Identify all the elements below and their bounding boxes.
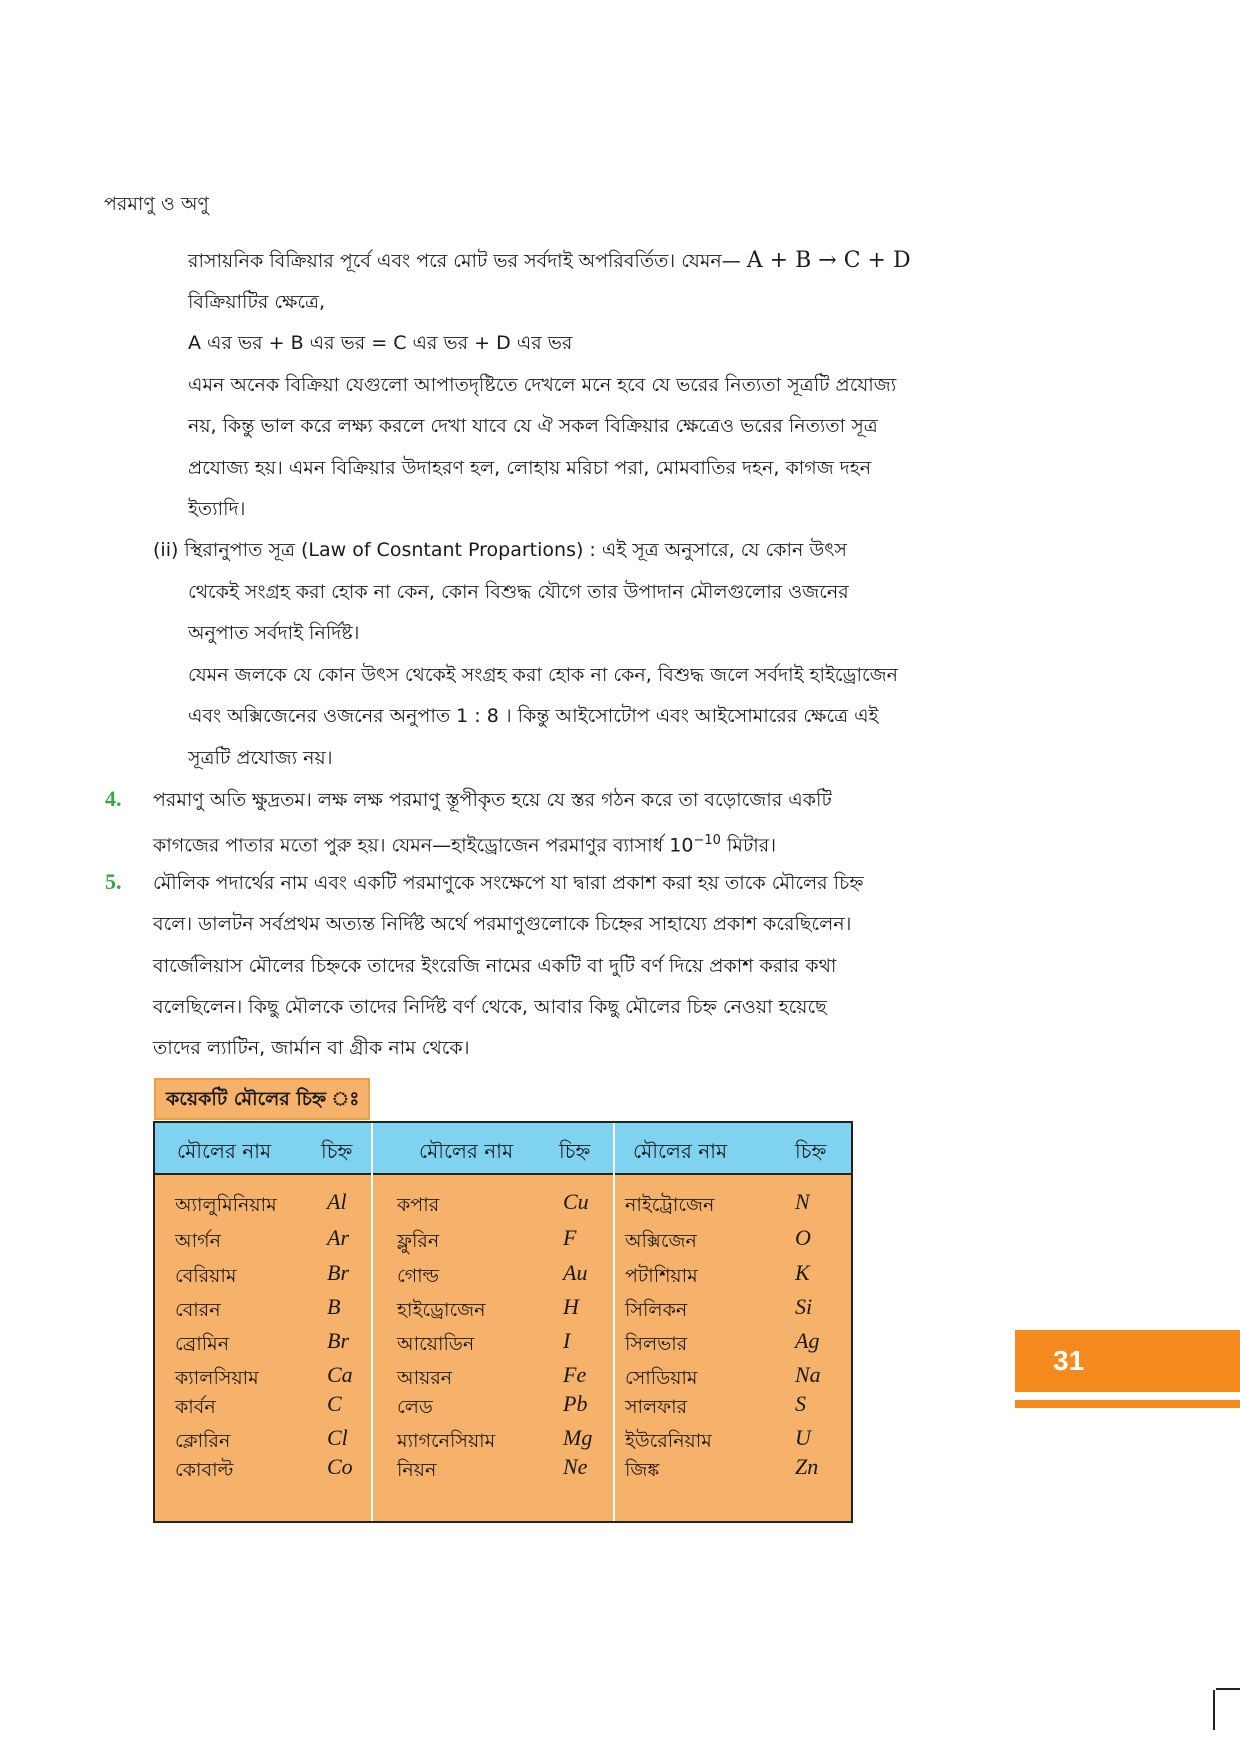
- body-line: নয়, কিন্তু ভাল করে লক্ষ্য করলে দেখা যাবে যে ঐ সকল বিক্রিয়ার ক্ষেত্রেও ভরের নিত্যতা সূত্র: [188, 415, 878, 437]
- column-header-name: মৌলের নাম: [419, 1139, 514, 1163]
- element-symbol: Zn: [795, 1454, 819, 1479]
- body-line: তাদের ল্যাটিন, জার্মান বা গ্রীক নাম থেকে।: [153, 1037, 470, 1059]
- table-caption: কয়েকটি মৌলের চিহ্ন ঃ: [154, 1078, 370, 1120]
- element-name: ম্যাগনেসিয়াম: [397, 1430, 496, 1452]
- body-line-text: রাসায়নিক বিক্রিয়ার পূর্বে এবং পরে মোট ভর সর্বদাই অপরিবর্তিত। যেমন—: [188, 250, 747, 272]
- column-divider: [613, 1123, 615, 1521]
- element-symbol: Cu: [563, 1189, 589, 1214]
- element-symbol: N: [795, 1189, 810, 1214]
- body-line: A এর ভর + B এর ভর = C এর ভর + D এর ভর: [188, 332, 573, 354]
- point-number: 4.: [105, 786, 122, 811]
- element-symbol: Al: [327, 1189, 347, 1214]
- element-symbol: U: [795, 1425, 811, 1450]
- element-name: ইউরেনিয়াম: [625, 1430, 712, 1452]
- element-symbol: Pb: [563, 1391, 588, 1416]
- element-symbols-table: [153, 1121, 853, 1523]
- body-line: সূত্রটি প্রযোজ্য নয়।: [188, 747, 333, 769]
- crop-mark: [1216, 1688, 1240, 1690]
- element-name: ব্রোমিন: [175, 1333, 230, 1355]
- element-name: অ্যালুমিনিয়াম: [175, 1194, 277, 1216]
- column-header-symbol: চিহ্ন: [559, 1139, 591, 1163]
- element-symbol: I: [563, 1328, 571, 1353]
- column-divider: [371, 1123, 373, 1521]
- element-name: গোল্ড: [397, 1265, 440, 1287]
- element-name: আয়োডিন: [397, 1333, 475, 1355]
- body-line: [188, 248, 911, 274]
- element-symbol: H: [563, 1294, 579, 1319]
- element-name: সালফার: [625, 1396, 688, 1418]
- body-line: যেমন জলকে যে কোন উৎস থেকেই সংগ্রহ করা হোক না কেন, বিশুদ্ধ জলে সর্বদাই হাইড্রোজেন: [188, 664, 898, 686]
- column-header-symbol: চিহ্ন: [321, 1139, 353, 1163]
- element-name: আয়রন: [397, 1367, 453, 1389]
- element-name: ফ্লুরিন: [397, 1230, 440, 1252]
- page-rule: [1015, 1400, 1240, 1408]
- element-name: অক্সিজেন: [625, 1230, 697, 1252]
- element-name: সিলভার: [625, 1333, 688, 1355]
- element-name: বেরিয়াম: [175, 1265, 237, 1287]
- page-number: 31: [1015, 1330, 1240, 1392]
- body-line: বলে। ডালটন সর্বপ্রথম অত্যন্ত নির্দিষ্ট অর্থে পরমাণুগুলোকে চিহ্নের সাহায্যে প্রকাশ করেছিলেন।: [153, 913, 852, 935]
- column-header-symbol: চিহ্ন: [795, 1139, 827, 1163]
- body-line: মৌলিক পদার্থের নাম এবং একটি পরমাণুকে সংক্ষেপে যা দ্বারা প্রকাশ করা হয় তাকে মৌলের চিহ্ন: [153, 872, 864, 894]
- body-line-text: কাগজের পাতার মতো পুরু হয়। যেমন—হাইড্রোজেন পরমাণুর ব্যাসার্ধ 10: [153, 834, 694, 857]
- element-name: হাইড্রোজেন: [397, 1299, 486, 1321]
- body-line: (ii) স্থিরানুপাত সূত্র (Law of Cosntant Propartions) : এই সূত্র অনুসারে, যে কোন উৎস: [153, 539, 847, 561]
- element-symbol: O: [795, 1225, 811, 1250]
- element-symbol: K: [795, 1260, 810, 1285]
- element-symbol: C: [327, 1391, 342, 1416]
- crop-mark: [1213, 1690, 1215, 1730]
- body-line: বার্জেলিয়াস মৌলের চিহ্নকে তাদের ইংরেজি নামের একটি বা দুটি বর্ণ দিয়ে প্রকাশ করার কথা: [153, 955, 837, 977]
- element-name: আর্গন: [175, 1230, 221, 1252]
- body-line: প্রযোজ্য হয়। এমন বিক্রিয়ার উদাহরণ হল, লোহায় মরিচা পরা, মোমবাতির দহন, কাগজ দহন: [188, 457, 872, 479]
- element-symbol: Ca: [327, 1362, 353, 1387]
- body-line-text: মিটার।: [720, 834, 777, 857]
- element-name: সোডিয়াম: [625, 1367, 698, 1389]
- element-name: কার্বন: [175, 1396, 216, 1418]
- element-name: জিঙ্ক: [625, 1459, 660, 1481]
- running-header: পরমাণু ও অণু: [104, 193, 209, 215]
- element-symbol: Br: [327, 1260, 349, 1285]
- point-number: 5.: [105, 869, 122, 894]
- body-line: বিক্রিয়াটির ক্ষেত্রে,: [188, 291, 326, 313]
- element-symbol: Cl: [327, 1425, 348, 1450]
- element-name: ক্লোরিন: [175, 1430, 231, 1452]
- element-name: নাইট্রোজেন: [625, 1194, 715, 1216]
- element-name: লেড: [397, 1396, 433, 1418]
- element-symbol: Mg: [563, 1425, 593, 1450]
- body-line: এবং অক্সিজেনের ওজনের অনুপাত 1 : 8 । কিন্তু আইসোটোপ এবং আইসোমারের ক্ষেত্রে এই: [188, 705, 879, 727]
- element-symbol: B: [327, 1294, 341, 1319]
- element-symbol: S: [795, 1391, 806, 1416]
- element-symbol: Au: [563, 1260, 588, 1285]
- table-header: [155, 1123, 851, 1175]
- exponent: −10: [693, 833, 721, 848]
- element-name: পটাশিয়াম: [625, 1265, 698, 1287]
- body-line: পরমাণু অতি ক্ষুদ্রতম। লক্ষ লক্ষ পরমাণু স্তূপীকৃত হয়ে যে স্তর গঠন করে তা বড়োজোর একটি: [153, 789, 832, 811]
- element-symbol: Fe: [563, 1362, 587, 1387]
- element-symbol: F: [563, 1225, 577, 1250]
- body-line: থেকেই সংগ্রহ করা হোক না কেন, কোন বিশুদ্ধ যৌগে তার উপাদান মৌলগুলোর ওজনের: [188, 581, 849, 603]
- formula: A + B → C + D: [746, 248, 911, 273]
- body-line: ইত্যাদি।: [188, 498, 246, 520]
- body-line: এমন অনেক বিক্রিয়া যেগুলো আপাতদৃষ্টিতে দেখলে মনে হবে যে ভরের নিত্যতা সূত্রটি প্রযোজ্য: [188, 374, 897, 396]
- element-name: ক্যালসিয়াম: [175, 1367, 259, 1389]
- element-symbol: Br: [327, 1328, 349, 1353]
- element-name: বোরন: [175, 1299, 221, 1321]
- column-header-name: মৌলের নাম: [633, 1139, 728, 1163]
- element-name: কপার: [397, 1194, 440, 1216]
- element-symbol: Na: [795, 1362, 821, 1387]
- element-symbol: Ar: [327, 1225, 349, 1250]
- element-name: কোবাল্ট: [175, 1459, 234, 1481]
- body-line: বলেছিলেন। কিছু মৌলকে তাদের নির্দিষ্ট বর্ণ থেকে, আবার কিছু মৌলের চিহ্ন নেওয়া হয়েছে: [153, 996, 827, 1018]
- element-name: নিয়ন: [397, 1459, 437, 1481]
- element-name: সিলিকন: [625, 1299, 688, 1321]
- body-line: অনুপাত সর্বদাই নির্দিষ্ট।: [188, 622, 360, 644]
- body-line: [153, 828, 776, 858]
- column-header-name: মৌলের নাম: [177, 1139, 272, 1163]
- element-symbol: Si: [795, 1294, 813, 1319]
- element-symbol: Ne: [563, 1454, 588, 1479]
- element-symbol: Co: [327, 1454, 353, 1479]
- element-symbol: Ag: [795, 1328, 820, 1353]
